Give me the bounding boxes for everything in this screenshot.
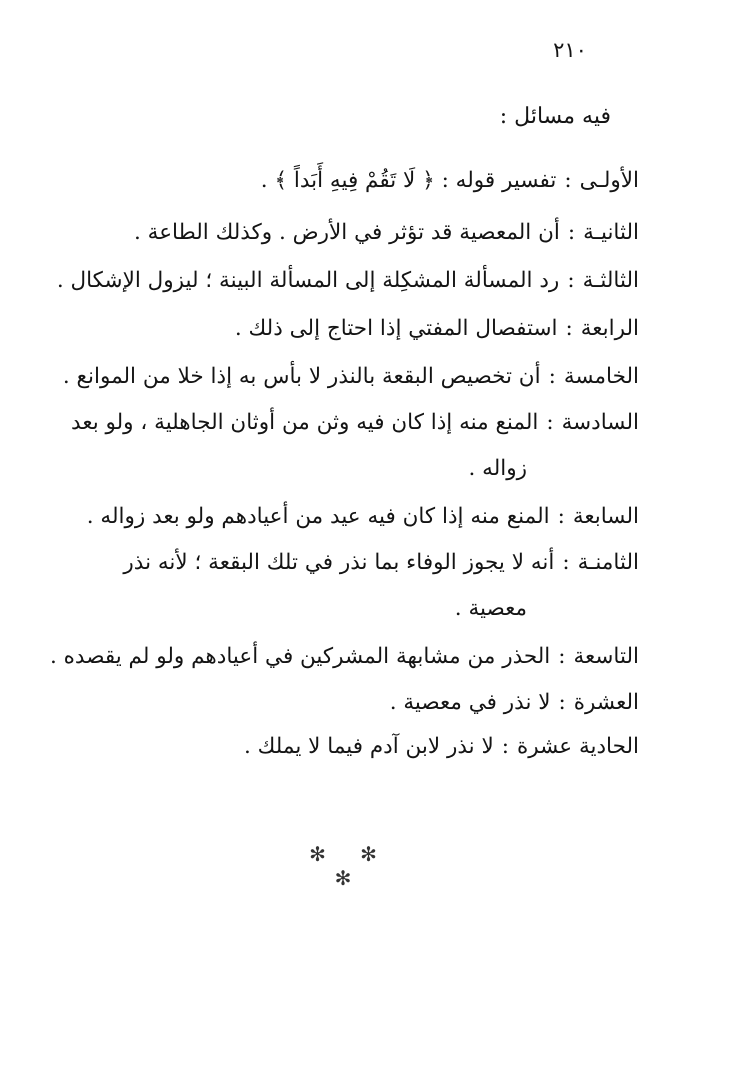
issue-label: السادسة xyxy=(561,410,639,435)
issue-text: أن المعصية قد تؤثر في الأرض . وكذلك الطاعة . xyxy=(134,220,560,245)
issue-text: الحذر من مشابهة المشركين في أعيادهم ولو لم يقصده . xyxy=(50,644,551,669)
issue-label: الأولـى xyxy=(579,168,639,193)
issue-separator: : xyxy=(558,644,566,669)
issue-label: الثامنـة xyxy=(577,550,639,575)
issue-separator: : xyxy=(565,316,573,341)
issue-7 xyxy=(39,494,639,540)
issue-separator: : xyxy=(562,550,570,575)
issue-label: الثانيـة xyxy=(583,220,639,245)
issue-text: لا نذر في معصية . xyxy=(389,690,551,715)
issue-separator: : xyxy=(501,734,509,759)
issue-text: أنه لا يجوز الوفاء بما نذر في تلك البقعة ؛ لأنه نذر xyxy=(123,550,555,575)
issue-label: الرابعة xyxy=(580,316,639,341)
issue-separator: : xyxy=(558,690,566,715)
issue-10 xyxy=(39,680,639,726)
issue-text: تفسير قوله : ﴿ لَا تَقُمْ فِيهِ أَبَداً ﴾ . xyxy=(260,168,557,193)
issue-text: المنع منه إذا كان فيه عيد من أعيادهم ولو بعد زواله . xyxy=(86,504,550,529)
issue-label: السابعة xyxy=(572,504,639,529)
section-end-ornament: ✻ ✻ ✻ xyxy=(309,842,391,890)
issue-continuation: معصية . xyxy=(454,596,527,621)
issue-11 xyxy=(39,724,639,770)
issue-separator: : xyxy=(567,268,575,293)
issue-separator: : xyxy=(557,504,565,529)
issue-label: التاسعة xyxy=(573,644,639,669)
issue-4 xyxy=(39,306,639,352)
issue-8 xyxy=(39,540,639,632)
issue-continuation: زواله . xyxy=(468,456,527,481)
issue-1 xyxy=(39,158,639,204)
issue-5 xyxy=(39,354,639,400)
issue-2 xyxy=(39,210,639,256)
issue-label: العشرة xyxy=(573,690,639,715)
issue-3 xyxy=(39,258,639,304)
issue-label: الثالثـة xyxy=(582,268,639,293)
issue-text: استفصال المفتي إذا احتاج إلى ذلك . xyxy=(234,316,558,341)
issue-text: رد المسألة المشكِلة إلى المسألة البينة ؛ ليزول الإشكال . xyxy=(56,268,560,293)
page-number: ٢١٠ xyxy=(553,38,587,62)
issue-separator: : xyxy=(564,168,572,193)
issue-separator: : xyxy=(548,364,556,389)
issue-9 xyxy=(39,634,639,680)
issue-text: لا نذر لابن آدم فيما لا يملك . xyxy=(244,734,494,759)
issue-text: أن تخصيص البقعة بالنذر لا بأس به إذا خلا من الموانع . xyxy=(62,364,541,389)
issue-separator: : xyxy=(546,410,554,435)
intro-heading: فيه مسائل : xyxy=(499,104,611,129)
issue-separator: : xyxy=(567,220,576,245)
issue-label: الحادية عشرة xyxy=(516,734,639,759)
issue-label: الخامسة xyxy=(563,364,639,389)
issue-6 xyxy=(39,400,639,492)
issue-text: المنع منه إذا كان فيه وثن من أوثان الجاهلية ، ولو بعد xyxy=(71,410,539,435)
